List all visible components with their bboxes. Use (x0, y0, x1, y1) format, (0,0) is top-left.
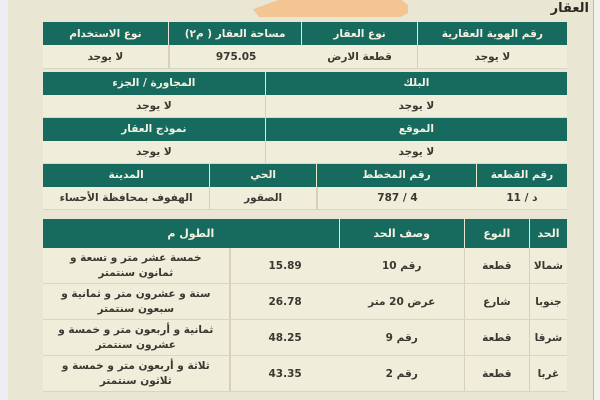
plot-value-row (43, 187, 567, 211)
header-property-type: نوع العقار (302, 22, 417, 45)
value-plan-number: 787 / 4 (317, 187, 477, 210)
boundary-name: غربا (530, 356, 567, 391)
page-outer-margin (594, 0, 600, 400)
boundary-length-value: 26.78 (230, 284, 340, 319)
value-property-model: لا يوجد (43, 141, 266, 164)
document-page (8, 0, 593, 400)
value-block: لا يوجد (266, 95, 567, 118)
boundary-length-text: ستة و عشرون متر و ثمانية و سبعون سنتمتر (43, 284, 230, 319)
value-neighborhood-part: لا يوجد (43, 95, 266, 118)
header-property-area: مساحة العقار ( م٢) (169, 22, 303, 45)
page-title: العقار (550, 1, 589, 16)
boundary-length-text: ثلاثة و أربعون متر و خمسة و ثلاثون سنتمتر (43, 356, 230, 391)
location-value-row (43, 141, 567, 165)
header-length-m: الطول م (43, 219, 340, 248)
plot-header-row (43, 164, 567, 187)
boundary-length-text: خمسة عشر متر و تسعة و ثمانون سنتمتر (43, 248, 230, 283)
header-block: البلك (403, 77, 430, 90)
header-boundary: الحد (537, 227, 560, 240)
header-location: الموقع (398, 123, 434, 136)
value-property-type: قطعة الارض (302, 45, 417, 68)
header-plot-number: رقم القطعة (490, 169, 554, 182)
boundary-description: رقم 9 (340, 320, 465, 355)
boundary-name: شرقا (530, 320, 567, 355)
value-property-id: لا يوجد (418, 45, 567, 68)
header-usage-type: نوع الاستخدام (43, 22, 169, 45)
value-usage-type: لا يوجد (43, 45, 169, 68)
boundaries-table (43, 219, 567, 392)
boundary-type: قطعة (465, 320, 530, 355)
boundary-type: قطعة (465, 356, 530, 391)
header-plan-number: رقم المخطط (317, 164, 477, 187)
boundary-name: جنوبا (530, 284, 567, 319)
value-city: الهفوف بمحافظة الأحساء (43, 187, 210, 210)
value-district: الصقور (210, 187, 317, 210)
boundary-type: شارع (465, 284, 530, 319)
boundary-length-value: 43.35 (230, 356, 340, 391)
peach-tab-marker (253, 0, 408, 17)
property-info-table (43, 22, 567, 69)
boundary-row-east (43, 320, 567, 356)
boundary-name: شمالا (530, 248, 567, 283)
property-details-table (43, 72, 567, 210)
header-neighborhood-part: المجاورة / الجزء (43, 72, 266, 95)
boundary-length-value: 48.25 (230, 320, 340, 355)
header-boundary-description: وصف الحد (340, 219, 465, 248)
location-header-row (43, 118, 567, 141)
property-info-header-row (43, 22, 567, 45)
boundary-row-west (43, 356, 567, 392)
boundary-description: رقم 2 (340, 356, 465, 391)
header-property-id: رقم الهوية العقارية (441, 27, 543, 40)
boundary-length-value: 15.89 (230, 248, 340, 283)
block-value-row (43, 95, 567, 119)
header-boundary-type: النوع (465, 219, 530, 248)
value-plot-number: 11 / د (477, 187, 567, 210)
property-info-value-row (43, 45, 567, 69)
boundary-type: قطعة (465, 248, 530, 283)
value-property-area: 975.05 (169, 45, 303, 68)
boundaries-header-row (43, 219, 567, 248)
boundary-row-south (43, 284, 567, 320)
boundary-length-text: ثمانية و أربعون متر و خمسة و عشرون سنتمتر (43, 320, 230, 355)
boundary-row-north (43, 248, 567, 284)
boundary-description: عرض 20 متر (340, 284, 465, 319)
header-property-model: نموذج العقار (43, 118, 266, 141)
block-header-row (43, 72, 567, 95)
boundary-description: رقم 10 (340, 248, 465, 283)
header-district: الحي (210, 164, 317, 187)
header-city: المدينة (43, 164, 210, 187)
value-location: لا يوجد (266, 141, 567, 164)
